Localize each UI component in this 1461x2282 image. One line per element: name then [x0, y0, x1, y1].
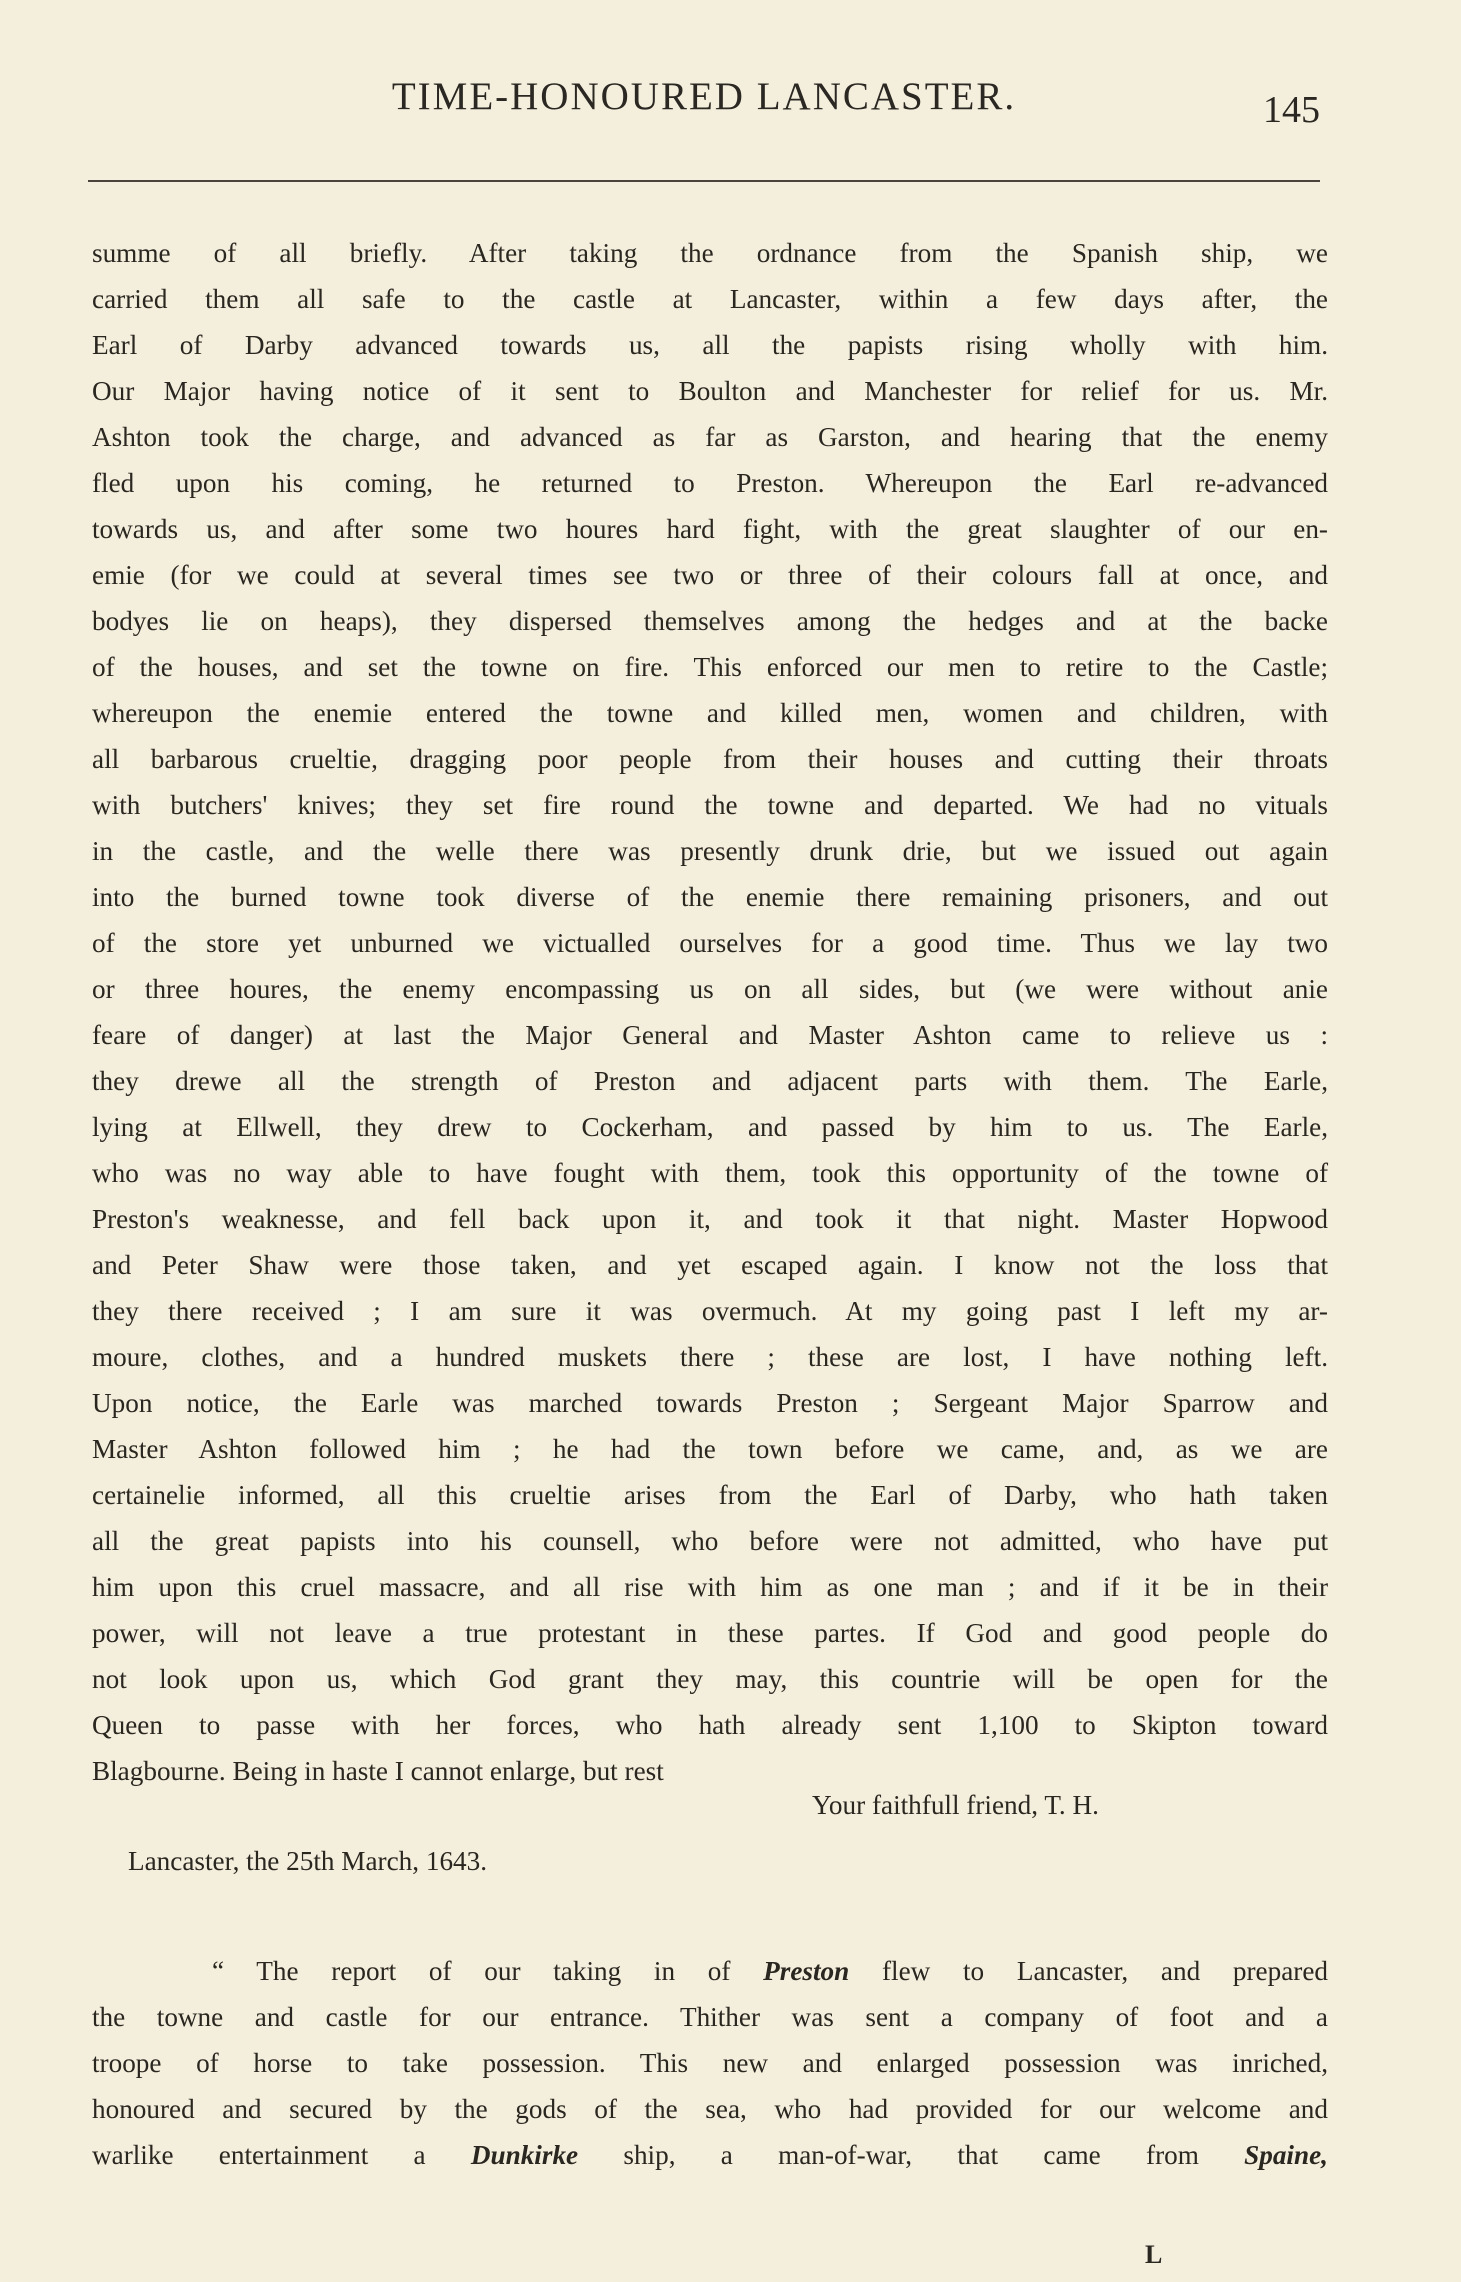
text-line: all barbarous crueltie, dragging poor people from their houses and cutting their throats	[92, 744, 1328, 774]
text-line: carried them all safe to the castle at Lancaster, within a few days after, the	[92, 284, 1328, 314]
text-line: in the castle, and the welle there was presently drunk drie, but we issued out again	[92, 836, 1328, 866]
text-line: towards us, and after some two houres hard fight, with the great slaughter of our en-	[92, 514, 1328, 544]
text-line: Queen to passe with her forces, who hath already sent 1,100 to Skipton toward	[92, 1710, 1328, 1740]
quote-line: the towne and castle for our entrance. Thither was sent a company of foot and a	[92, 2002, 1328, 2032]
ship-name: Dunkirke	[470, 2140, 579, 2170]
text-line: they there received ; I am sure it was overmuch. At my going past I left my ar-	[92, 1296, 1328, 1326]
quoted-paragraph	[92, 1948, 1328, 2178]
running-title: TIME-HONOURED LANCASTER.	[391, 75, 1017, 118]
text-line: lying at Ellwell, they drew to Cockerham, and passed by him to us. The Earle,	[92, 1112, 1328, 1142]
place-name: Spaine,	[1244, 2140, 1328, 2170]
page-header	[88, 74, 1320, 134]
quote-line: troope of horse to take possession. This new and enlarged possession was inriched,	[92, 2048, 1328, 2078]
text-line: feare of danger) at last the Major General and Master Ashton came to relieve us :	[92, 1020, 1328, 1050]
text-line: Ashton took the charge, and advanced as far as Garston, and hearing that the enemy	[92, 422, 1328, 452]
text-line: with butchers' knives; they set fire round the towne and departed. We had no vituals	[92, 790, 1328, 820]
text-line: of the store yet unburned we victualled ourselves for a good time. Thus we lay two	[92, 928, 1328, 958]
text-line: moure, clothes, and a hundred muskets there ; these are lost, I have nothing left.	[92, 1342, 1328, 1372]
text-line: into the burned towne took diverse of the enemie there remaining prisoners, and out	[92, 882, 1328, 912]
letter-signature: Your faithfull friend, T. H.	[812, 1790, 1099, 1820]
text-line: and Peter Shaw were those taken, and yet escaped again. I know not the loss that	[92, 1250, 1328, 1280]
text-line: fled upon his coming, he returned to Preston. Whereupon the Earl re-advanced	[92, 468, 1328, 498]
text-line: Our Major having notice of it sent to Boulton and Manchester for relief for us. Mr.	[92, 376, 1328, 406]
text-line: summe of all briefly. After taking the ordnance from the Spanish ship, we	[92, 238, 1328, 268]
text-line: him upon this cruel massacre, and all rise with him as one man ; and if it be in their	[92, 1572, 1328, 1602]
text-line: Blagbourne. Being in haste I cannot enlarge, but rest	[92, 1756, 664, 1786]
text-line: who was no way able to have fought with them, took this opportunity of the towne of	[92, 1158, 1328, 1188]
text-line: they drewe all the strength of Preston and adjacent parts with them. The Earle,	[92, 1066, 1328, 1096]
gathering-signature-mark: L	[1145, 2240, 1163, 2269]
text-line: or three houres, the enemy encompassing us on all sides, but (we were without anie	[92, 974, 1328, 1004]
text-line: Earl of Darby advanced towards us, all the papists rising wholly with him.	[92, 330, 1328, 360]
text-line: certainelie informed, all this crueltie arises from the Earl of Darby, who hath taken	[92, 1480, 1328, 1510]
page-number: 145	[1263, 89, 1320, 131]
header-rule	[88, 180, 1320, 182]
letter-body	[92, 230, 1328, 1794]
text-line: Preston's weaknesse, and fell back upon it, and took it that night. Master Hopwood	[92, 1204, 1328, 1234]
text-line: bodyes lie on heaps), they dispersed themselves among the hedges and at the backe	[92, 606, 1328, 636]
quote-line: honoured and secured by the gods of the sea, who had provided for our welcome and	[92, 2094, 1328, 2124]
text-line: Master Ashton followed him ; he had the town before we came, and, as we are	[92, 1434, 1328, 1464]
text-line: power, will not leave a true protestant in these partes. If God and good people do	[92, 1618, 1328, 1648]
text-line: whereupon the enemie entered the towne and killed men, women and children, with	[92, 698, 1328, 728]
text-line: all the great papists into his counsell, who before were not admitted, who have put	[92, 1526, 1328, 1556]
place-name: Preston	[763, 1956, 850, 1986]
text-line: Upon notice, the Earle was marched towards Preston ; Sergeant Major Sparrow and	[92, 1388, 1328, 1418]
quote-line: warlike entertainment a Dunkirke ship, a man-of-war, that came from Spaine,	[92, 2140, 1328, 2170]
text-line: of the houses, and set the towne on fire. This enforced our men to retire to the Castle;	[92, 652, 1328, 682]
letter-dateline: Lancaster, the 25th March, 1643.	[128, 1846, 488, 1876]
quote-line: “ The report of our taking in of Preston flew to Lancaster, and prepared	[212, 1956, 1328, 1986]
text-line: emie (for we could at several times see two or three of their colours fall at once, and	[92, 560, 1328, 590]
text-line: not look upon us, which God grant they may, this countrie will be open for the	[92, 1664, 1328, 1694]
